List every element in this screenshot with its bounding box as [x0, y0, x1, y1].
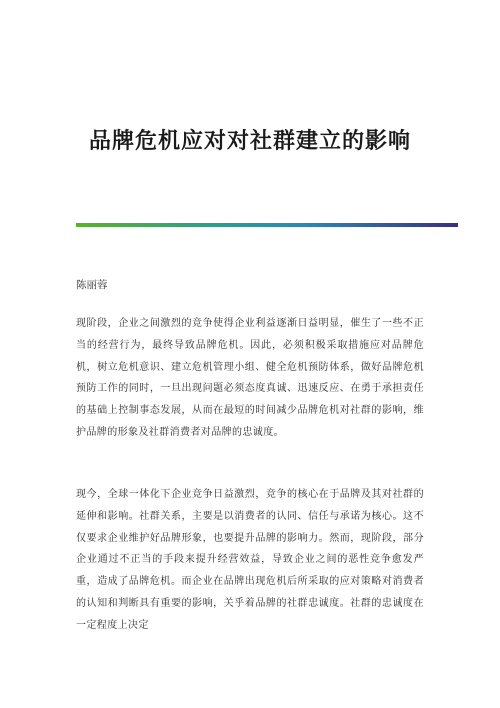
document-title: 品牌危机应对对社群建立的影响 — [88, 128, 411, 154]
title-divider — [76, 223, 458, 227]
paragraph-2: 现今，全球一体化下企业竞争日益激烈，竞争的核心在于品牌及其对社群的延伸和影响。社群关系，主要是以消费者的认同、信任与承诺为核心。这不仅要求企业维护好品牌形象，也要提升品牌的影响力。然而，现阶段，部分企业通过不正当的手段来提升经营效益，导致企业之间的恶性竞争愈发严重，造成了品牌危机。而企业在品牌出现危机后所采取的应对策略对消费者的认知和判断具有重要的影响，关乎着品牌的社群忠诚度。社群的忠诚度在一定程度上决定 — [76, 489, 424, 631]
author-name: 陈丽蓉 — [76, 279, 108, 291]
paragraph-1: 现阶段，企业之间激烈的竞争使得企业利益逐渐日益明显，催生了一些不正当的经营行为，最终导致品牌危机。因此，必须积极采取措施应对品牌危机，树立危机意识、建立危机管理小组、健全危机预防体系，做好品牌危机预防工作的同时，一旦出现问题必须态度真诚、迅速反应、在勇于承担责任的基础上控制事态发展，从而在最短的时间减少品牌危机对社群的影响，维护品牌的形象及社群消费者对品牌的忠诚度。 — [76, 318, 424, 438]
